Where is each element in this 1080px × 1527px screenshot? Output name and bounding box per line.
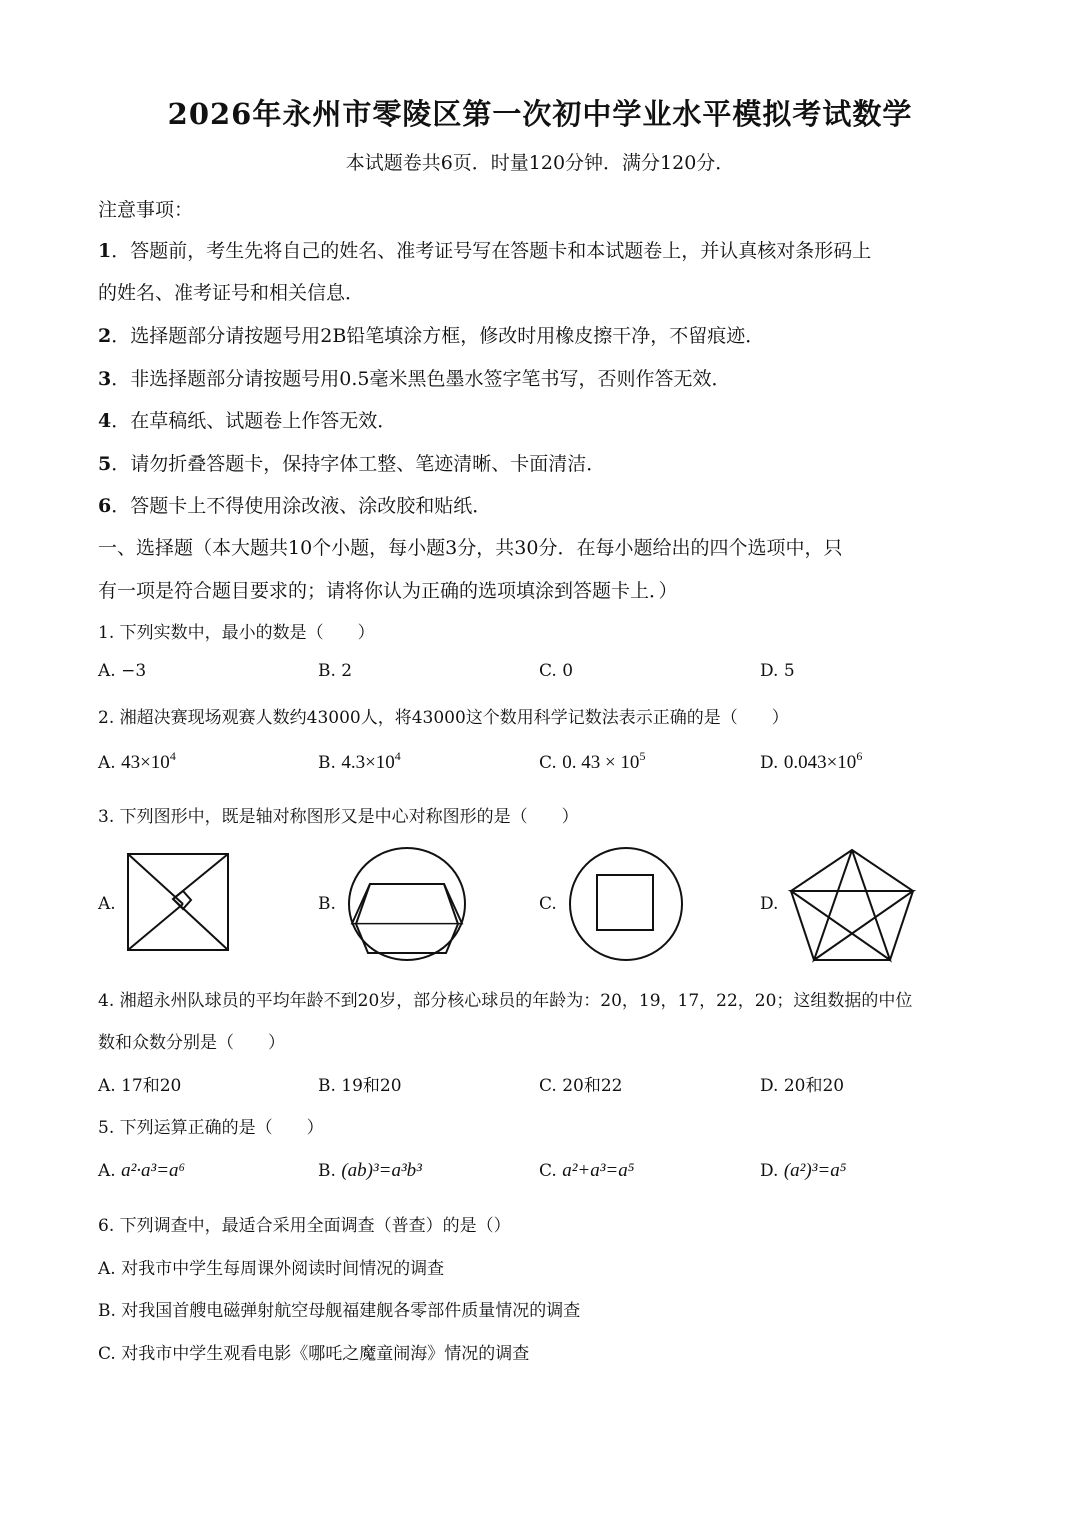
notice-item-3-text: ．非选择题部分请按题号用0.5毫米黑色墨水签字笔书写，否则作答无效． bbox=[111, 368, 731, 390]
q2-d-coef: 0.043×10 bbox=[783, 752, 857, 773]
notice-item-1-text: ．答题前，考生先将自己的姓名、准考证号写在答题卡和本试题卷上，并认真核对条形码上 bbox=[111, 240, 872, 262]
notice-item-2-num: 2 bbox=[98, 325, 112, 347]
q2-b-coef: 4.3×10 bbox=[341, 752, 395, 773]
exam-title: 2026年永州市零陵区第一次初中学业水平模拟考试数学 bbox=[167, 97, 913, 131]
q1-option-d: D. 5 bbox=[760, 661, 795, 681]
q3-option-c-label: C. bbox=[539, 894, 557, 914]
q2-d-exp: 6 bbox=[856, 749, 863, 763]
q2-c-coef: 0. 43 × 10 bbox=[562, 752, 640, 773]
q5-option-a-expr: a²·a³=a⁶ bbox=[121, 1160, 186, 1181]
notice-heading: 注意事项： bbox=[98, 199, 194, 221]
notice-item-5-num: 5 bbox=[98, 453, 112, 475]
q5-option-a-label: A. bbox=[98, 1161, 116, 1181]
q2-option-d-expr bbox=[783, 749, 863, 773]
notice-item-1-cont-text: 的姓名、准考证号和相关信息． bbox=[98, 282, 365, 304]
section1-heading-line1: 一、选择题（本大题共10个小题，每小题3分，共30分．在每小题给出的四个选项中，只 bbox=[98, 537, 843, 559]
q1-stem: 1. 下列实数中，最小的数是（ ） bbox=[98, 623, 375, 643]
q5-option-b-expr: (ab)³=a³b³ bbox=[341, 1160, 422, 1181]
q4-option-a: A. 17和20 bbox=[98, 1076, 182, 1096]
q5-option-c bbox=[539, 1160, 634, 1182]
q2-a-coef: 43×10 bbox=[121, 752, 170, 773]
q2-stem: 2. 湘超决赛现场观赛人数约43000人，将43000这个数用科学记数法表示正确的是（ ） bbox=[98, 708, 789, 728]
q2-option-a-label: A. bbox=[98, 753, 116, 773]
q2-option-a bbox=[98, 749, 176, 774]
notice-item-5 bbox=[98, 449, 998, 476]
q2-option-c-expr bbox=[562, 749, 646, 773]
notice-item-6-text: ．答题卡上不得使用涂改液、涂改胶和贴纸． bbox=[111, 495, 492, 517]
q3-option-b-label: B. bbox=[318, 894, 336, 914]
q6-option-b: B. 对我国首艘电磁弹射航空母舰福建舰各零部件质量情况的调查 bbox=[98, 1301, 581, 1321]
q2-option-b-expr bbox=[341, 749, 401, 773]
q2-c-exp: 5 bbox=[639, 749, 646, 763]
q3-option-d-label: D. bbox=[760, 894, 779, 914]
q3-stem: 3. 下列图形中，既是轴对称图形又是中心对称图形的是（ ） bbox=[98, 807, 579, 827]
notice-item-4-text: ．在草稿纸、试题卷上作答无效． bbox=[111, 410, 397, 432]
q3-option-a-label: A. bbox=[98, 894, 116, 914]
notice-item-6 bbox=[98, 491, 998, 518]
q4-stem-line1: 4. 湘超永州队球员的平均年龄不到20岁，部分核心球员的年龄为：20，19，17，22，20；这组数据的中位 bbox=[98, 991, 913, 1011]
q5-option-c-expr: a²+a³=a⁵ bbox=[562, 1160, 635, 1181]
q5-option-d-expr: (a²)³=a⁵ bbox=[783, 1160, 847, 1181]
q3-figure-a-pinwheel-square bbox=[126, 852, 230, 952]
notice-item-4-num: 4 bbox=[98, 410, 112, 432]
q2-option-c-label: C. bbox=[539, 753, 557, 773]
notice-item-4 bbox=[98, 406, 998, 433]
q4-option-b: B. 19和20 bbox=[318, 1076, 402, 1096]
notice-item-1-num: 1 bbox=[98, 240, 112, 262]
notice-item-1-cont bbox=[98, 278, 998, 305]
q5-option-b bbox=[318, 1160, 422, 1182]
q6-stem: 6. 下列调查中，最适合采用全面调查（普查）的是（） bbox=[98, 1216, 511, 1236]
q2-a-exp: 4 bbox=[169, 749, 176, 763]
q5-stem: 5. 下列运算正确的是（ ） bbox=[98, 1118, 324, 1138]
q1-option-a: A. −3 bbox=[98, 661, 147, 681]
q1-option-b: B. 2 bbox=[318, 661, 353, 681]
exam-subtitle: 本试题卷共6页．时量120分钟．满分120分． bbox=[345, 152, 735, 174]
q3-figure-d-pentagram-in-pentagon bbox=[787, 847, 917, 963]
q3-figure-c-square-in-circle bbox=[567, 845, 685, 963]
q5-option-d-label: D. bbox=[760, 1161, 779, 1181]
notice-item-6-num: 6 bbox=[98, 495, 112, 517]
notice-item-3 bbox=[98, 364, 998, 391]
q2-option-a-expr bbox=[121, 749, 176, 773]
section1-heading-line2: 有一项是符合题目要求的；请将你认为正确的选项填涂到答题卡上．） bbox=[98, 580, 678, 602]
q2-b-exp: 4 bbox=[394, 749, 401, 763]
notice-item-2-text: ．选择题部分请按题号用2B铅笔填涂方框，修改时用橡皮擦干净，不留痕迹． bbox=[111, 325, 765, 347]
q1-option-c: C. 0 bbox=[539, 661, 574, 681]
notice-item-2 bbox=[98, 321, 998, 348]
q6-option-a: A. 对我市中学生每周课外阅读时间情况的调查 bbox=[98, 1259, 445, 1279]
q5-option-a bbox=[98, 1160, 185, 1182]
notice-item-5-text: ．请勿折叠答题卡，保持字体工整、笔迹清晰、卡面清洁． bbox=[111, 453, 606, 475]
q2-option-d bbox=[760, 749, 863, 774]
notice-item-3-num: 3 bbox=[98, 368, 112, 390]
q5-option-d bbox=[760, 1160, 846, 1182]
q5-option-c-label: C. bbox=[539, 1161, 557, 1181]
q6-option-c: C. 对我市中学生观看电影《哪吒之魔童闹海》情况的调查 bbox=[98, 1344, 530, 1364]
notice-item-1 bbox=[98, 236, 998, 263]
q3-figure-b-trapezoid-in-circle bbox=[346, 845, 468, 963]
q4-stem-line2: 数和众数分别是（ ） bbox=[98, 1033, 285, 1053]
q2-option-b bbox=[318, 749, 401, 774]
q2-option-d-label: D. bbox=[760, 753, 779, 773]
q2-option-b-label: B. bbox=[318, 753, 336, 773]
q2-option-c bbox=[539, 749, 646, 774]
q4-option-d: D. 20和20 bbox=[760, 1076, 845, 1096]
q5-option-b-label: B. bbox=[318, 1161, 336, 1181]
q4-option-c: C. 20和22 bbox=[539, 1076, 623, 1096]
